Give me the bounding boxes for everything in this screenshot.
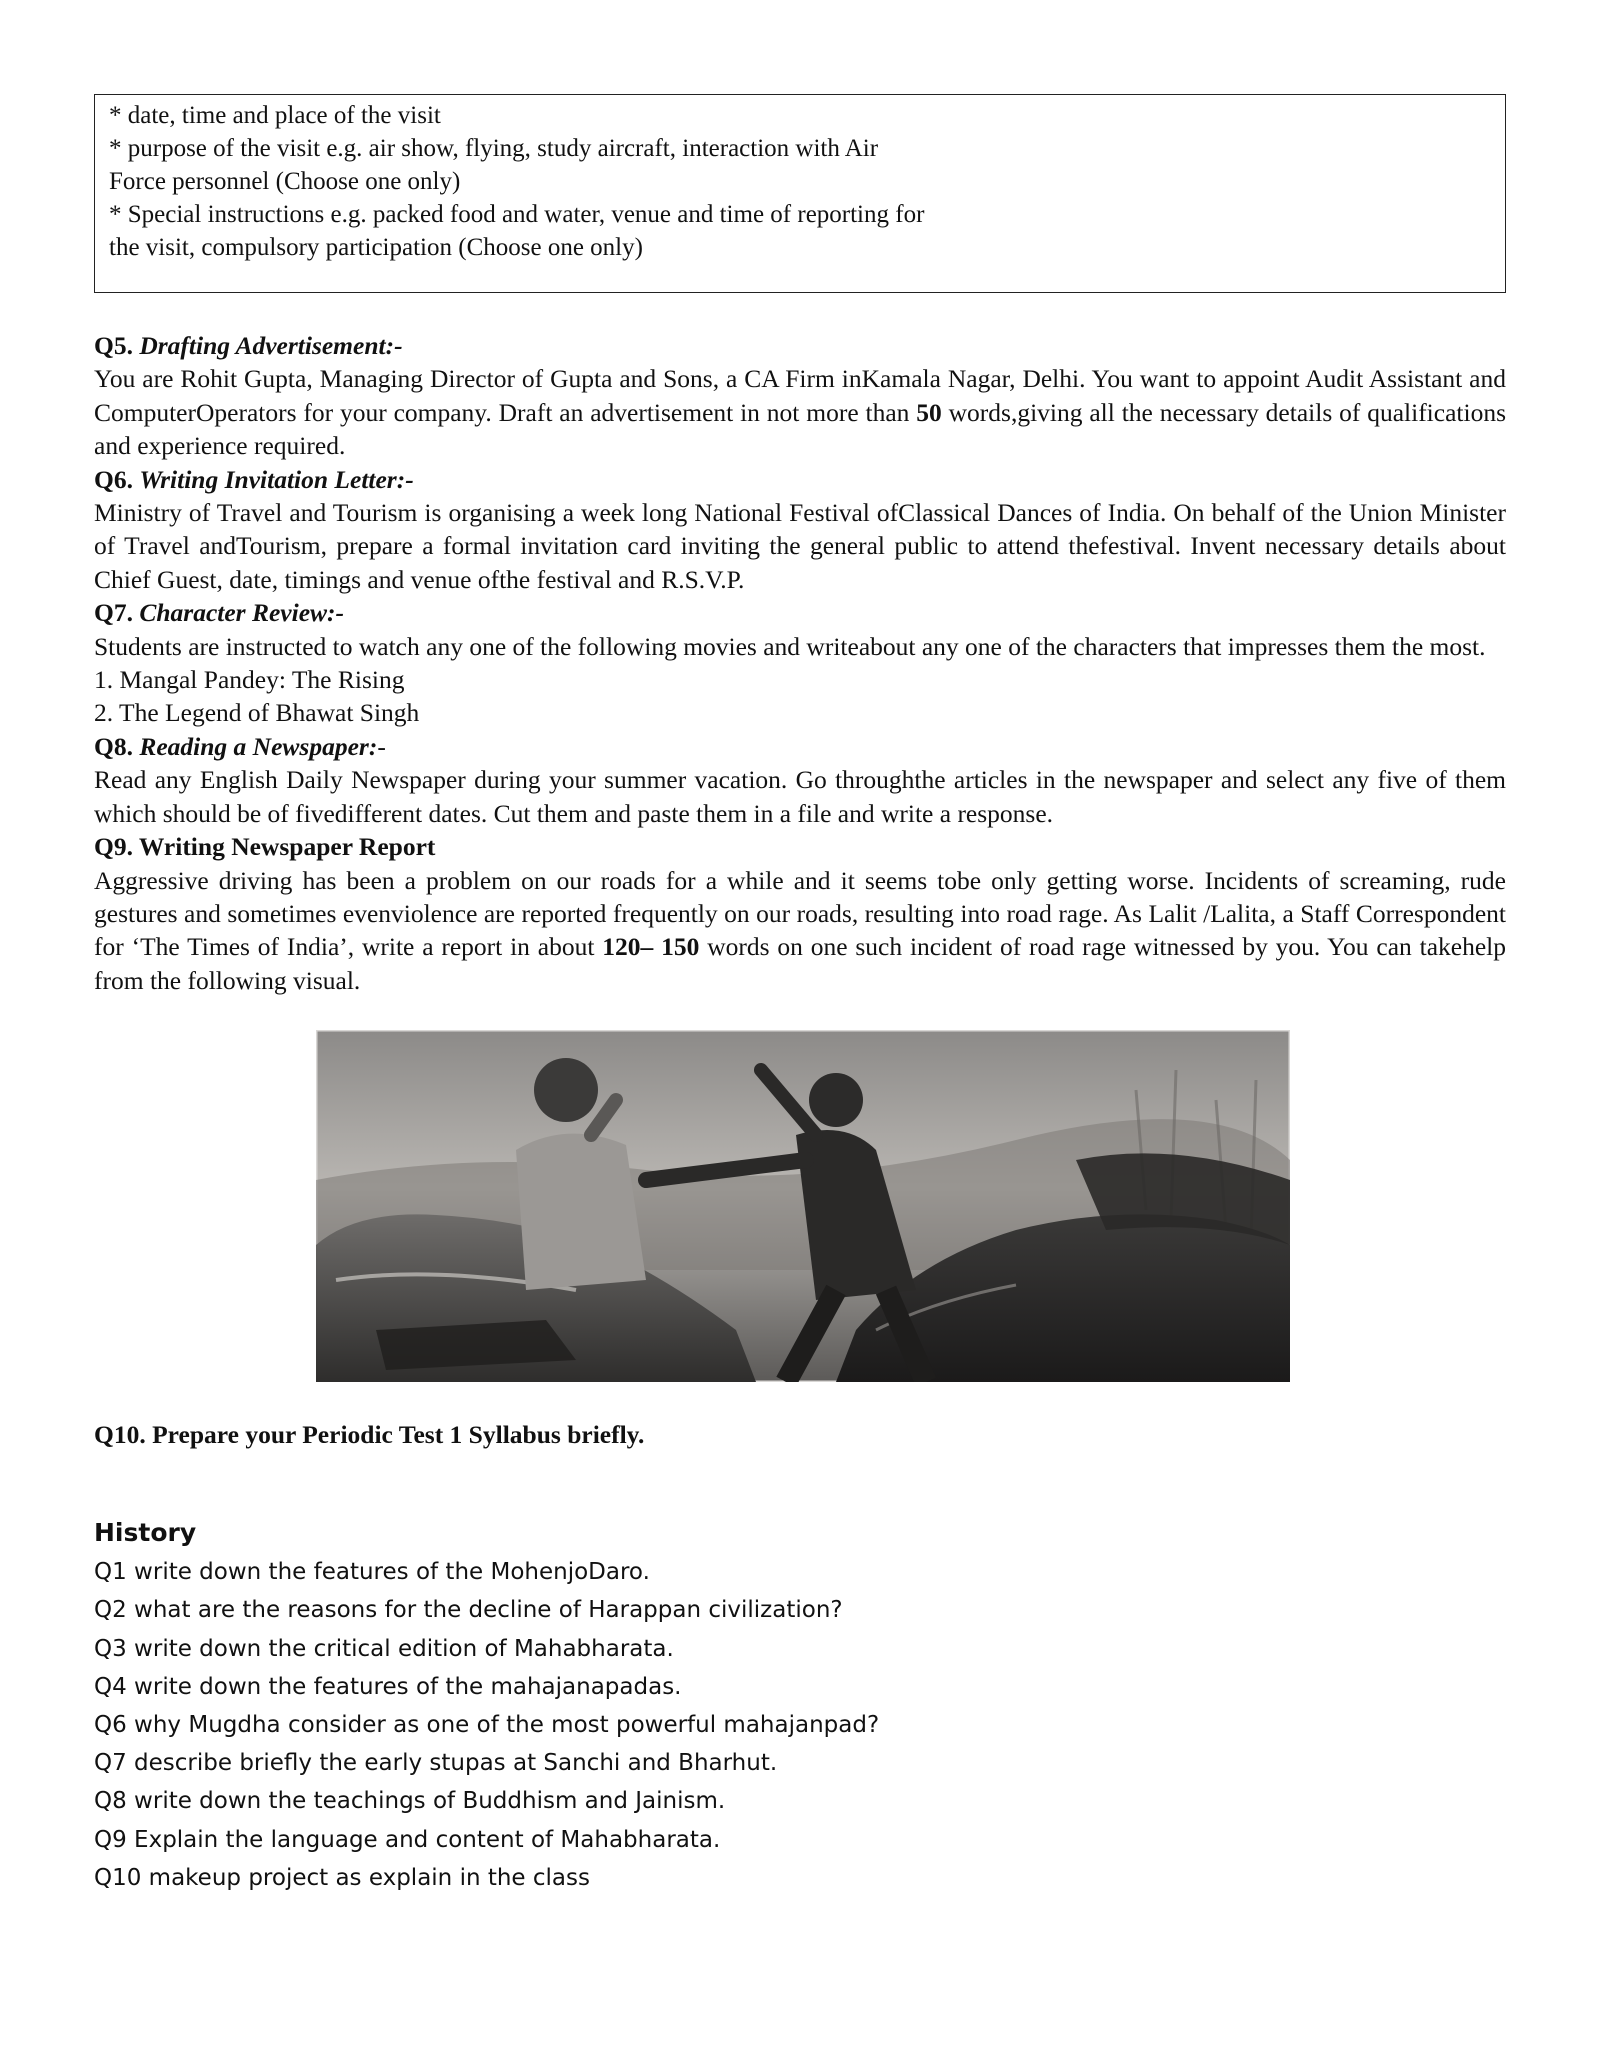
q8-heading [94, 730, 1506, 763]
history-question: Q4 write down the features of the mahajanapadas. [94, 1673, 682, 1700]
history-question: Q6 why Mugdha consider as one of the most powerful mahajanpad? [94, 1711, 880, 1738]
q9-heading: Q9. Writing Newspaper Report [94, 832, 436, 862]
q7-body: Students are instructed to watch any one of the following movies and writeabout any one of the characters that impresses them the most. [94, 631, 1486, 661]
history-title: History [94, 1518, 197, 1548]
q9-word-limit: 120– 150 [602, 932, 700, 962]
q7-movie-item: 2. The Legend of Bhawat Singh [94, 698, 420, 728]
box-line: * purpose of the visit e.g. air show, flying, study aircraft, interaction with Air [109, 135, 879, 162]
instructions-box [94, 94, 1506, 293]
history-question: Q3 write down the critical edition of Mahabharata. [94, 1635, 674, 1662]
q10-heading: Q10. Prepare your Periodic Test 1 Syllabus briefly. [94, 1420, 645, 1450]
box-line: * date, time and place of the visit [109, 102, 441, 129]
q6-title: Writing Invitation Letter:- [139, 464, 414, 494]
box-line: Force personnel (Choose one only) [109, 168, 461, 195]
q7-movie-item: 1. Mangal Pandey: The Rising [94, 665, 405, 695]
q9-body [94, 864, 1506, 998]
q8-body: Read any English Daily Newspaper during your summer vacation. Go throughthe articles in the newspaper and select any five of them which should be of fivedifferent dates. Cut them and paste them in a file and write a response. [94, 765, 1506, 828]
road-rage-photo [316, 1030, 1290, 1382]
q8-number: Q8. [94, 731, 133, 761]
q5-text: You are Rohit Gupta, Managing Director of Gupta and Sons, a CA Firm inKamala Nagar, Delhi. You want to appoint Audit Assistant and ComputerOperators for your company. Draft an advertisement in not more than [94, 364, 1506, 427]
history-question: Q1 write down the features of the MohenjoDaro. [94, 1559, 650, 1586]
road-rage-illustration [316, 1030, 1290, 1382]
q5-number: Q5. [94, 331, 133, 360]
history-question: Q8 write down the teachings of Buddhism and Jainism. [94, 1788, 726, 1815]
q6-number: Q6. [94, 464, 133, 494]
english-questions [94, 329, 1506, 997]
history-section [94, 1513, 1506, 1897]
q8-title: Reading a Newspaper: [139, 731, 378, 761]
q9-text-end: words on one such incident of road rage witnessed by you. You can takehelp from the following visual. [94, 932, 1506, 995]
q5-body [94, 362, 1506, 462]
history-question: Q10 makeup project as explain in the class [94, 1864, 590, 1891]
history-question: Q7 describe briefly the early stupas at Sanchi and Bharhut. [94, 1750, 778, 1777]
q7-heading [94, 596, 1506, 629]
q5-title: Drafting Advertisement:- [139, 331, 403, 360]
q5-heading [94, 329, 1506, 362]
q8-title-dash: - [377, 731, 386, 761]
q6-heading [94, 463, 1506, 496]
q5-text-end: words,giving all the necessary details of qualifications and experience required. [94, 397, 1507, 461]
box-line: * Special instructions e.g. packed food and water, venue and time of reporting for [109, 201, 925, 228]
history-question: Q9 Explain the language and content of Mahabharata. [94, 1826, 721, 1853]
q6-body: Ministry of Travel and Tourism is organising a week long National Festival ofClassical Dances of India. On behalf of the Union Minister of Travel andTourism, prepare a formal invitation card inviting the general public to attend thefestival. Invent necessary details about Chief Guest, date, timings and venue ofthe festival and R.S.V.P. [94, 498, 1506, 594]
q7-title: Character Review:- [139, 598, 345, 628]
document-page [94, 94, 1506, 1897]
q7-number: Q7. [94, 598, 133, 628]
q9-text: Aggressive driving has been a problem on our roads for a while and it seems tobe only getting worse. Incidents of screaming, rude gestures and sometimes evenviolence are reported frequently on our roads, resulting into road rage. As Lalit /Lalita, a Staff Correspondent for ‘The Times of India’, write a report in about [94, 865, 1506, 962]
q5-word-limit: 50 [916, 397, 942, 427]
box-line: the visit, compulsory participation (Choose one only) [109, 234, 643, 261]
history-question: Q2 what are the reasons for the decline of Harappan civilization? [94, 1597, 843, 1624]
